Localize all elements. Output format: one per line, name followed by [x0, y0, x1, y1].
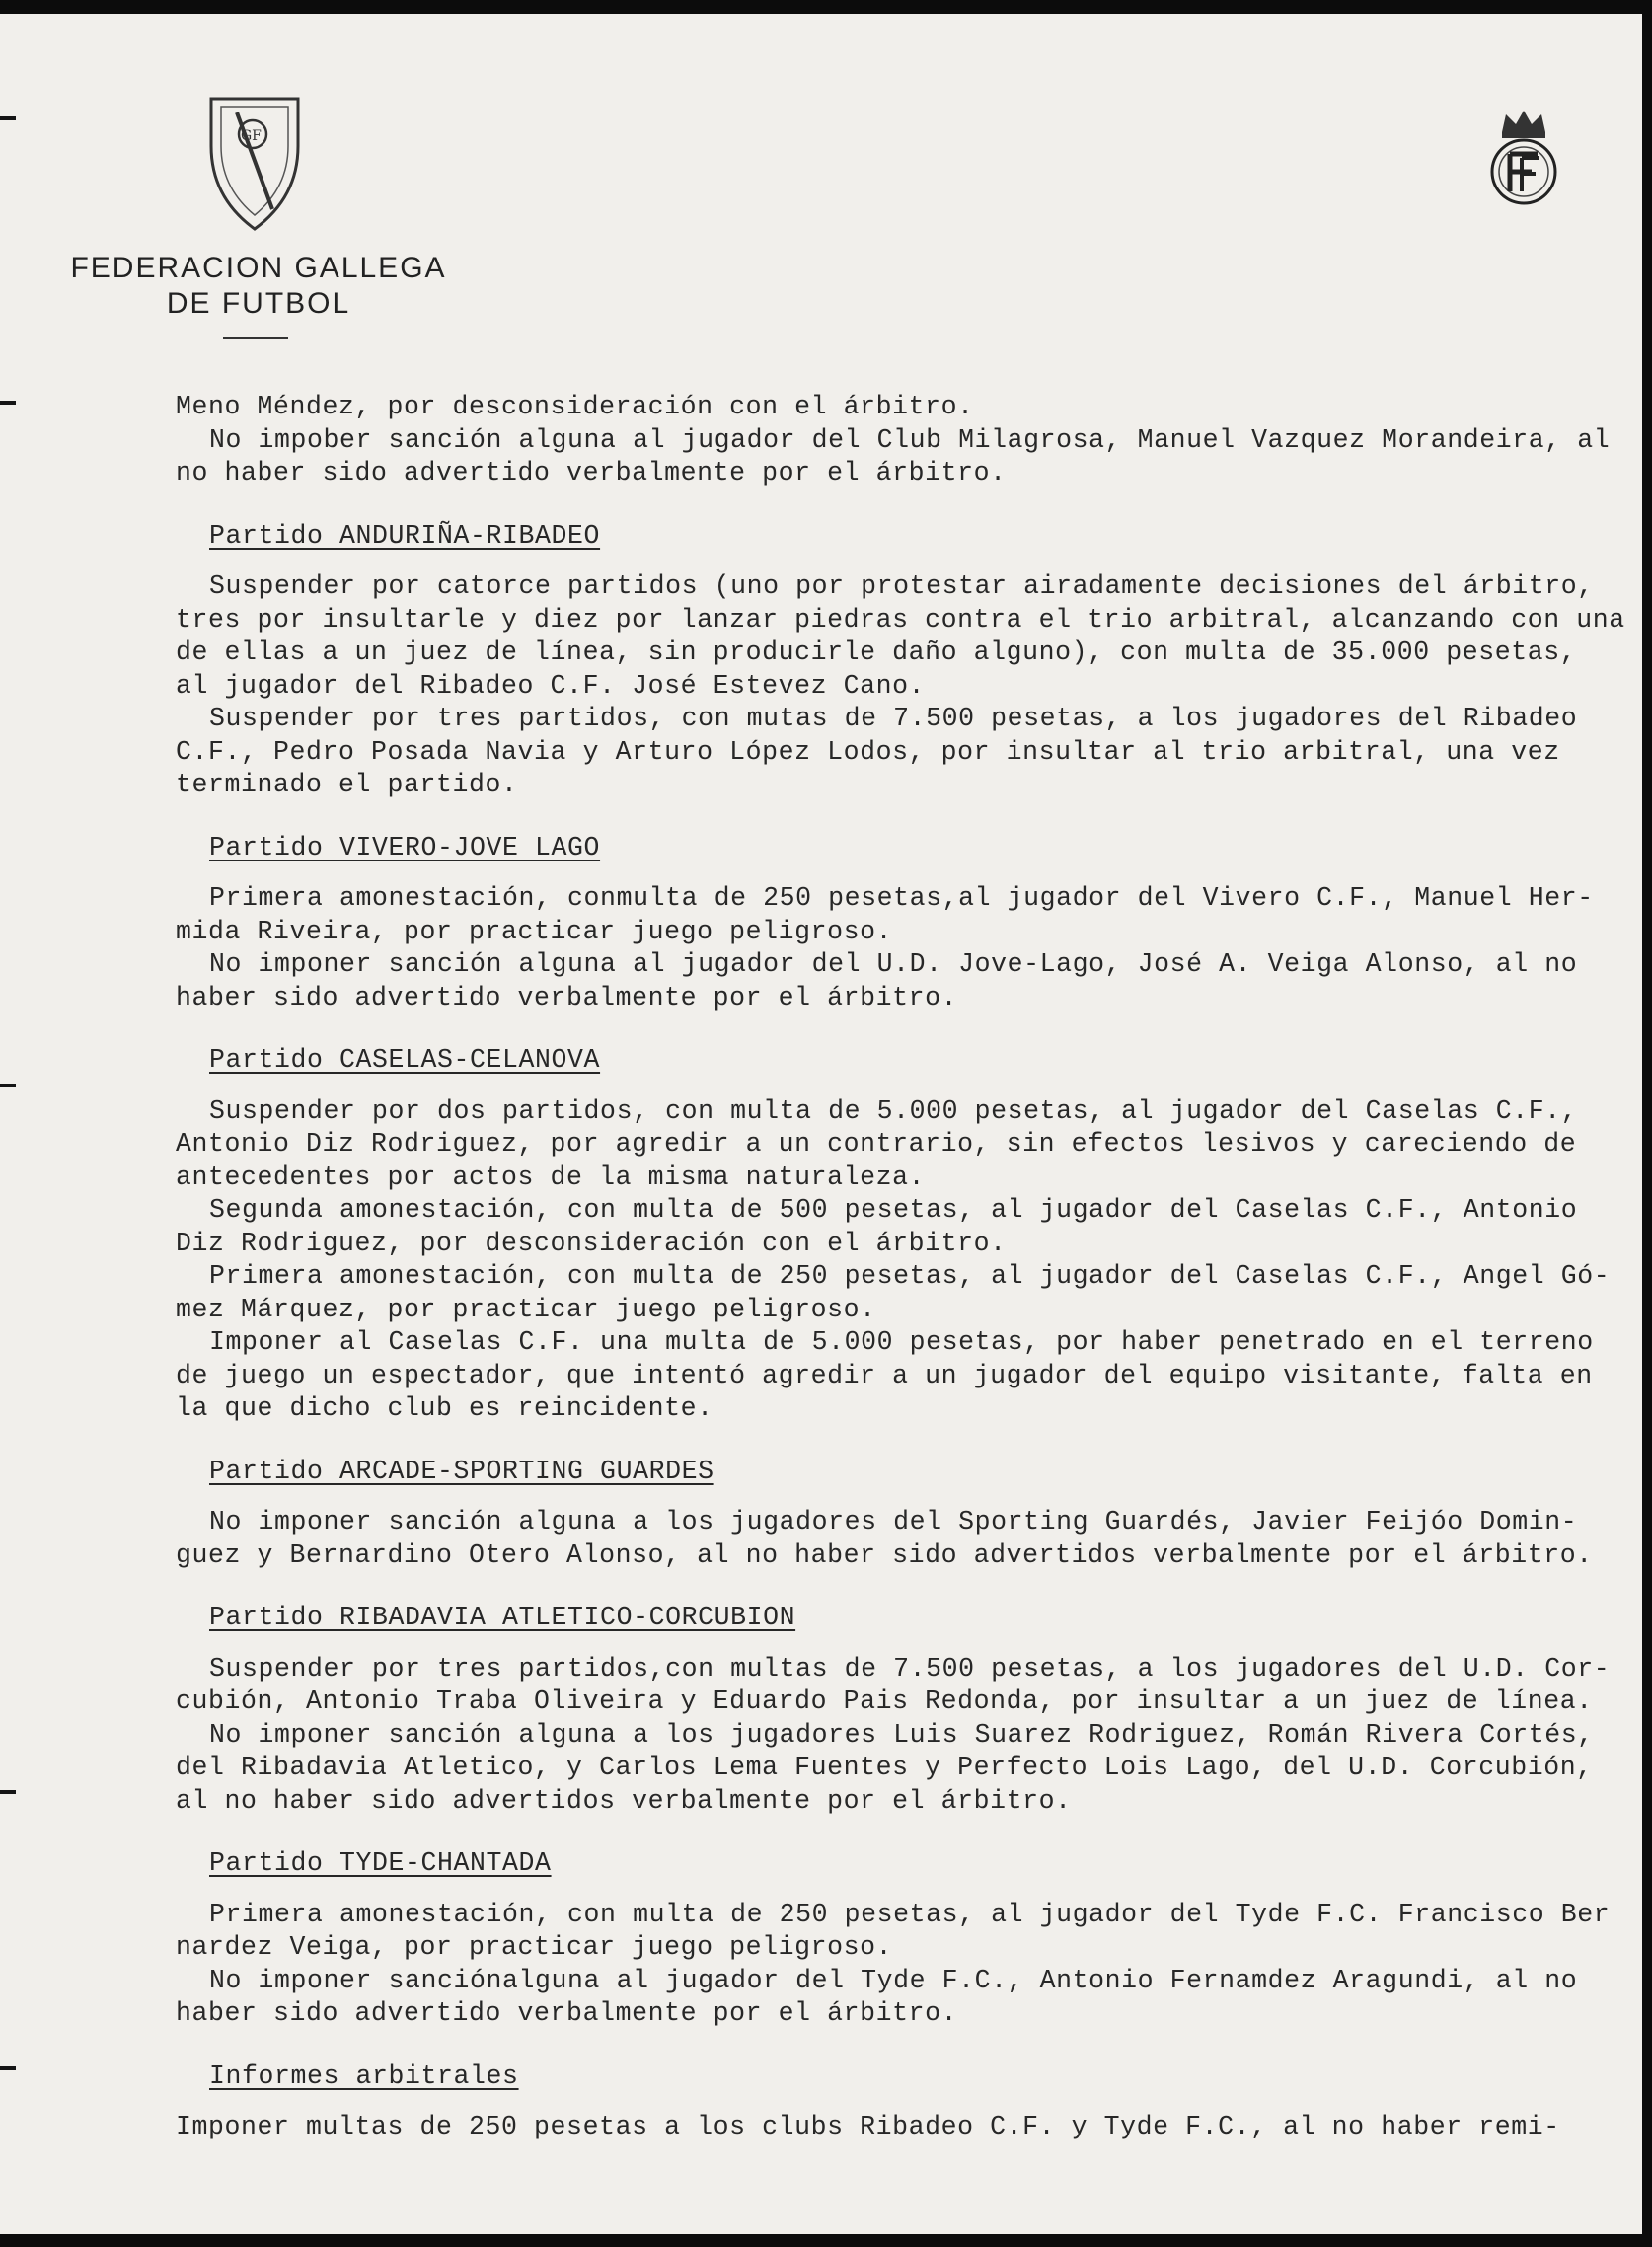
svg-text:GF: GF: [241, 128, 262, 144]
federation-name-line1: FEDERACION GALLEGA: [70, 252, 447, 284]
intro-paragraph: [176, 391, 1626, 490]
punch-hole-mark: [0, 1790, 16, 1794]
punch-hole-mark: [0, 116, 16, 120]
punch-hole-mark: [0, 2066, 16, 2070]
text-line: Suspender por tres partidos,con multas de 7.500 pesetas, a los jugadores del U.D. Cor-: [209, 1653, 1611, 1684]
text-line: haber sido advertido verbalmente por el árbitro.: [176, 982, 958, 1012]
section-body: [176, 570, 1626, 802]
text-line: nardez Veiga, por practicar juego peligroso.: [176, 1932, 893, 1962]
document-body: [176, 391, 1626, 2144]
text-line: haber sido advertido verbalmente por el árbitro.: [176, 1998, 958, 2028]
section-title: Informes arbitrales: [209, 2060, 519, 2091]
section-title: Partido CASELAS-CELANOVA: [209, 1045, 601, 1075]
text-line: de ellas a un juez de línea, sin producirle daño alguno), con multa de 35.000 pesetas,: [176, 637, 1577, 667]
header-divider: [223, 337, 288, 339]
text-line: No impober sanción alguna al jugador del Club Milagrosa, Manuel Vazquez Morandeira, al: [209, 424, 1611, 455]
text-line: Segunda amonestación, con multa de 500 pesetas, al jugador del Caselas C.F., Antonio: [209, 1195, 1578, 1225]
spanish-federation-crown-crest-icon: [1488, 103, 1559, 219]
federation-name-line2: DE FUTBOL: [166, 287, 351, 320]
section-title: Partido TYDE-CHANTADA: [209, 1848, 552, 1878]
punch-hole-mark: [0, 1084, 16, 1087]
section-block: [176, 520, 1626, 802]
text-line: del Ribadavia Atletico, y Carlos Lema Fuentes y Perfecto Lois Lago, del U.D. Corcubión,: [176, 1753, 1593, 1782]
section-block: [176, 1847, 1626, 2031]
text-line: cubión, Antonio Traba Oliveira y Eduardo Pais Redonda, por insultar a un juez de línea.: [176, 1686, 1593, 1716]
text-line: Imponer al Caselas C.F. una multa de 5.000 pesetas, por haber penetrado en el terreno: [209, 1327, 1594, 1357]
text-line: no haber sido advertido verbalmente por el árbitro.: [176, 458, 1007, 487]
section-body: [176, 1653, 1626, 1819]
text-line: No imponer sanciónalguna al jugador del Tyde F.C., Antonio Fernamdez Aragundi, al no: [209, 1965, 1578, 1995]
section-block: [176, 1602, 1626, 1818]
text-line: Suspender por catorce partidos (uno por protestar airadamente decisiones del árbitro,: [209, 571, 1594, 601]
text-line: Diz Rodriguez, por desconsideración con el árbitro.: [176, 1228, 1007, 1258]
text-line: mez Márquez, por practicar juego peligroso.: [176, 1294, 876, 1324]
text-line: Suspender por tres partidos, con mutas de 7.500 pesetas, a los jugadores del Ribadeo: [209, 704, 1578, 733]
section-block: [176, 832, 1626, 1015]
section-title: Partido ARCADE-SPORTING GUARDES: [209, 1456, 714, 1486]
section-title: Partido RIBADAVIA ATLETICO-CORCUBION: [209, 1603, 796, 1632]
section-block: [176, 1044, 1626, 1426]
section-title: Partido ANDURIÑA-RIBADEO: [209, 520, 601, 551]
document-page: [0, 14, 1642, 2234]
text-line: tres por insultarle y diez por lanzar piedras contra el trio arbitral, alcanzando con una: [176, 604, 1625, 635]
text-line: la que dicho club es reincidente.: [176, 1393, 713, 1423]
section-title: Partido VIVERO-JOVE LAGO: [209, 832, 601, 862]
text-line: Primera amonestación, con multa de 250 pesetas, al jugador del Caselas C.F., Angel Gó-: [209, 1261, 1611, 1291]
section-body: [176, 1095, 1626, 1426]
sections-container: [176, 520, 1626, 2144]
text-line: al jugador del Ribadeo C.F. José Estevez Cano.: [176, 670, 926, 701]
section-body: [176, 2111, 1626, 2144]
text-line: No imponer sanción alguna a los jugadores Luis Suarez Rodriguez, Román Rivera Cortés,: [209, 1719, 1594, 1750]
text-line: terminado el partido.: [176, 770, 518, 799]
text-line: Suspender por dos partidos, con multa de 5.000 pesetas, al jugador del Caselas C.F.,: [209, 1095, 1578, 1126]
text-line: No imponer sanción alguna al jugador del U.D. Jove-Lago, José A. Veiga Alonso, al no: [209, 949, 1578, 979]
text-line: Primera amonestación, con multa de 250 pesetas, al jugador del Tyde F.C. Francisco Ber: [209, 1899, 1611, 1929]
section-body: [176, 1506, 1626, 1572]
text-line: Imponer multas de 250 pesetas a los clubs Ribadeo C.F. y Tyde F.C., al no haber remi-: [176, 2112, 1560, 2141]
text-line: de juego un espectador, que intentó agredir a un jugador del equipo visitante, falta en: [176, 1360, 1593, 1390]
galician-federation-shield-icon: [207, 95, 302, 233]
text-line: Antonio Diz Rodriguez, por agredir a un contrario, sin efectos lesivos y careciendo de: [176, 1129, 1577, 1159]
section-block: [176, 1456, 1626, 1573]
text-line: C.F., Pedro Posada Navia y Arturo López Lodos, por insultar al trio arbitral, una vez: [176, 736, 1560, 767]
text-line: antecedentes por actos de la misma naturaleza.: [176, 1161, 926, 1192]
section-body: [176, 1899, 1626, 2031]
section-body: [176, 882, 1626, 1014]
federation-name: [51, 251, 466, 322]
text-line: al no haber sido advertidos verbalmente por el árbitro.: [176, 1785, 1072, 1816]
section-block: [176, 2060, 1626, 2144]
text-line: Primera amonestación, conmulta de 250 pesetas,al jugador del Vivero C.F., Manuel Her-: [209, 883, 1594, 913]
text-line: Meno Méndez, por desconsideración con el árbitro.: [176, 392, 974, 421]
text-line: guez y Bernardino Otero Alonso, al no haber sido advertidos verbalmente por el árbitro.: [176, 1539, 1593, 1570]
punch-hole-mark: [0, 401, 16, 405]
text-line: No imponer sanción alguna a los jugadores del Sporting Guardés, Javier Feijóo Domin-: [209, 1507, 1578, 1536]
text-line: mida Riveira, por practicar juego peligroso.: [176, 916, 893, 946]
